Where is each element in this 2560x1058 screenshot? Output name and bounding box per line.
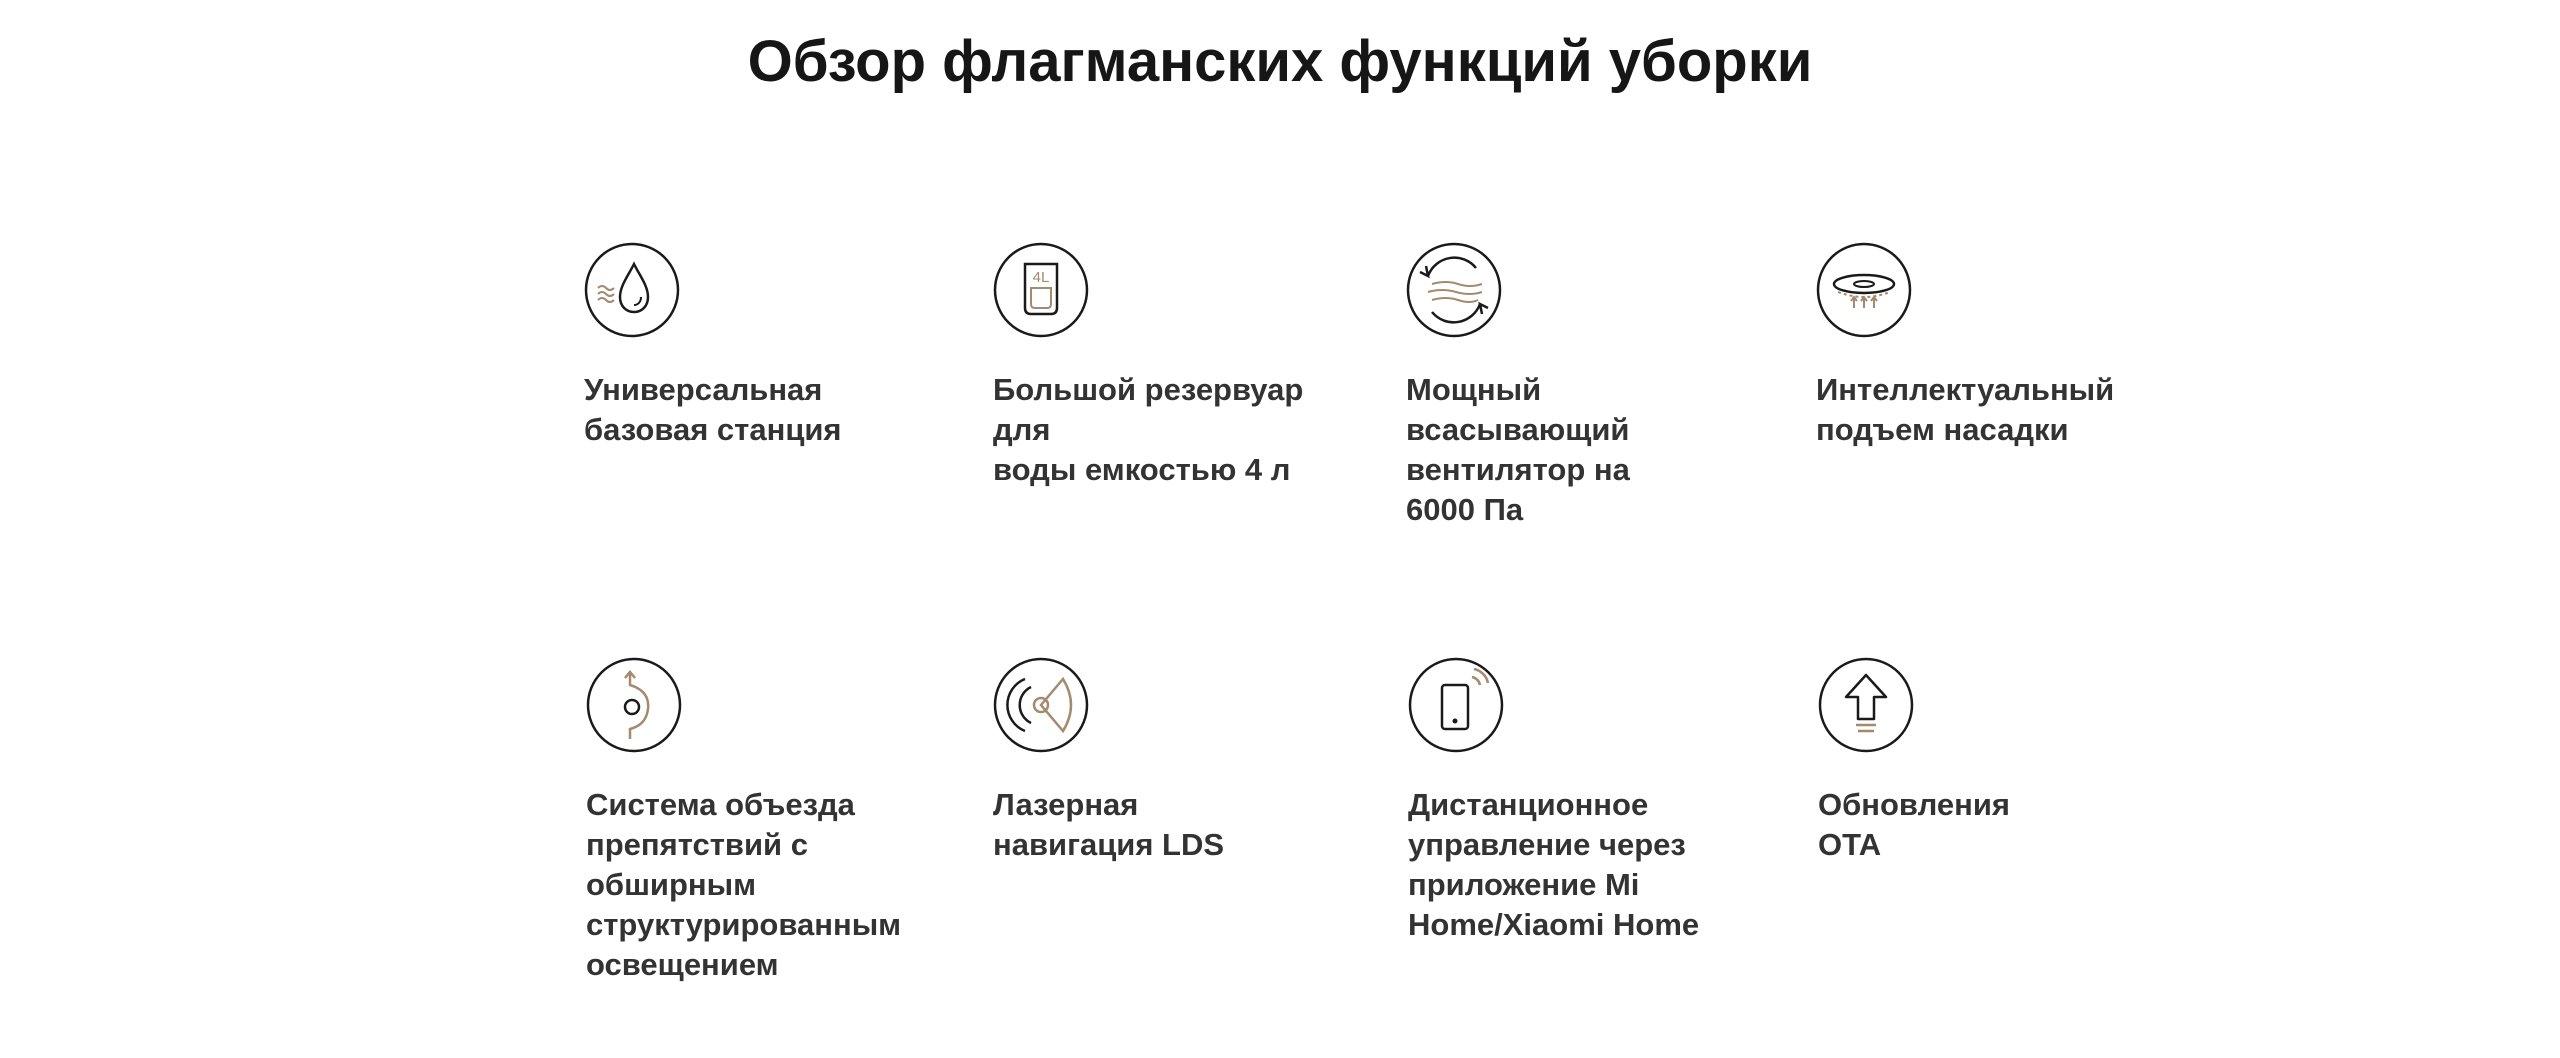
page-title: Обзор флагманских функций уборки — [747, 29, 1813, 94]
feature-label: Мощный всасывающий вентилятор на 6000 Па — [1406, 372, 1630, 527]
feature-label: Система объезда препятствий с обширным структурированным освещением — [586, 787, 902, 982]
feature-water-tank — [993, 242, 1323, 490]
laser-navigation-icon — [993, 657, 1089, 753]
feature-mop-lift — [1816, 242, 2146, 450]
feature-base-station — [584, 242, 914, 450]
ota-update-icon — [1818, 657, 1914, 753]
feature-label: Интеллектуальный подъем насадки — [1816, 372, 2115, 447]
water-drop-icon — [584, 242, 680, 338]
svg-text:4L: 4L — [1032, 269, 1050, 286]
feature-label: Дистанционное управление через приложение Mi Home/Xiaomi Home — [1408, 787, 1700, 942]
feature-laser-navigation — [993, 657, 1323, 865]
feature-label: Лазерная навигация LDS — [993, 787, 1225, 862]
suction-fan-icon — [1406, 242, 1502, 338]
feature-label: Обновления OTA — [1818, 787, 2010, 862]
feature-label: Большой резервуар для воды емкостью 4 л — [993, 372, 1304, 487]
obstacle-avoidance-icon — [586, 657, 682, 753]
feature-suction-fan — [1406, 242, 1736, 530]
phone-remote-icon — [1408, 657, 1504, 753]
feature-remote-control — [1408, 657, 1738, 945]
feature-ota-updates — [1818, 657, 2148, 865]
mop-lift-icon — [1816, 242, 1912, 338]
feature-label: Универсальная базовая станция — [584, 372, 842, 447]
water-tank-4l-icon — [993, 242, 1089, 338]
feature-obstacle-avoidance — [586, 657, 916, 985]
